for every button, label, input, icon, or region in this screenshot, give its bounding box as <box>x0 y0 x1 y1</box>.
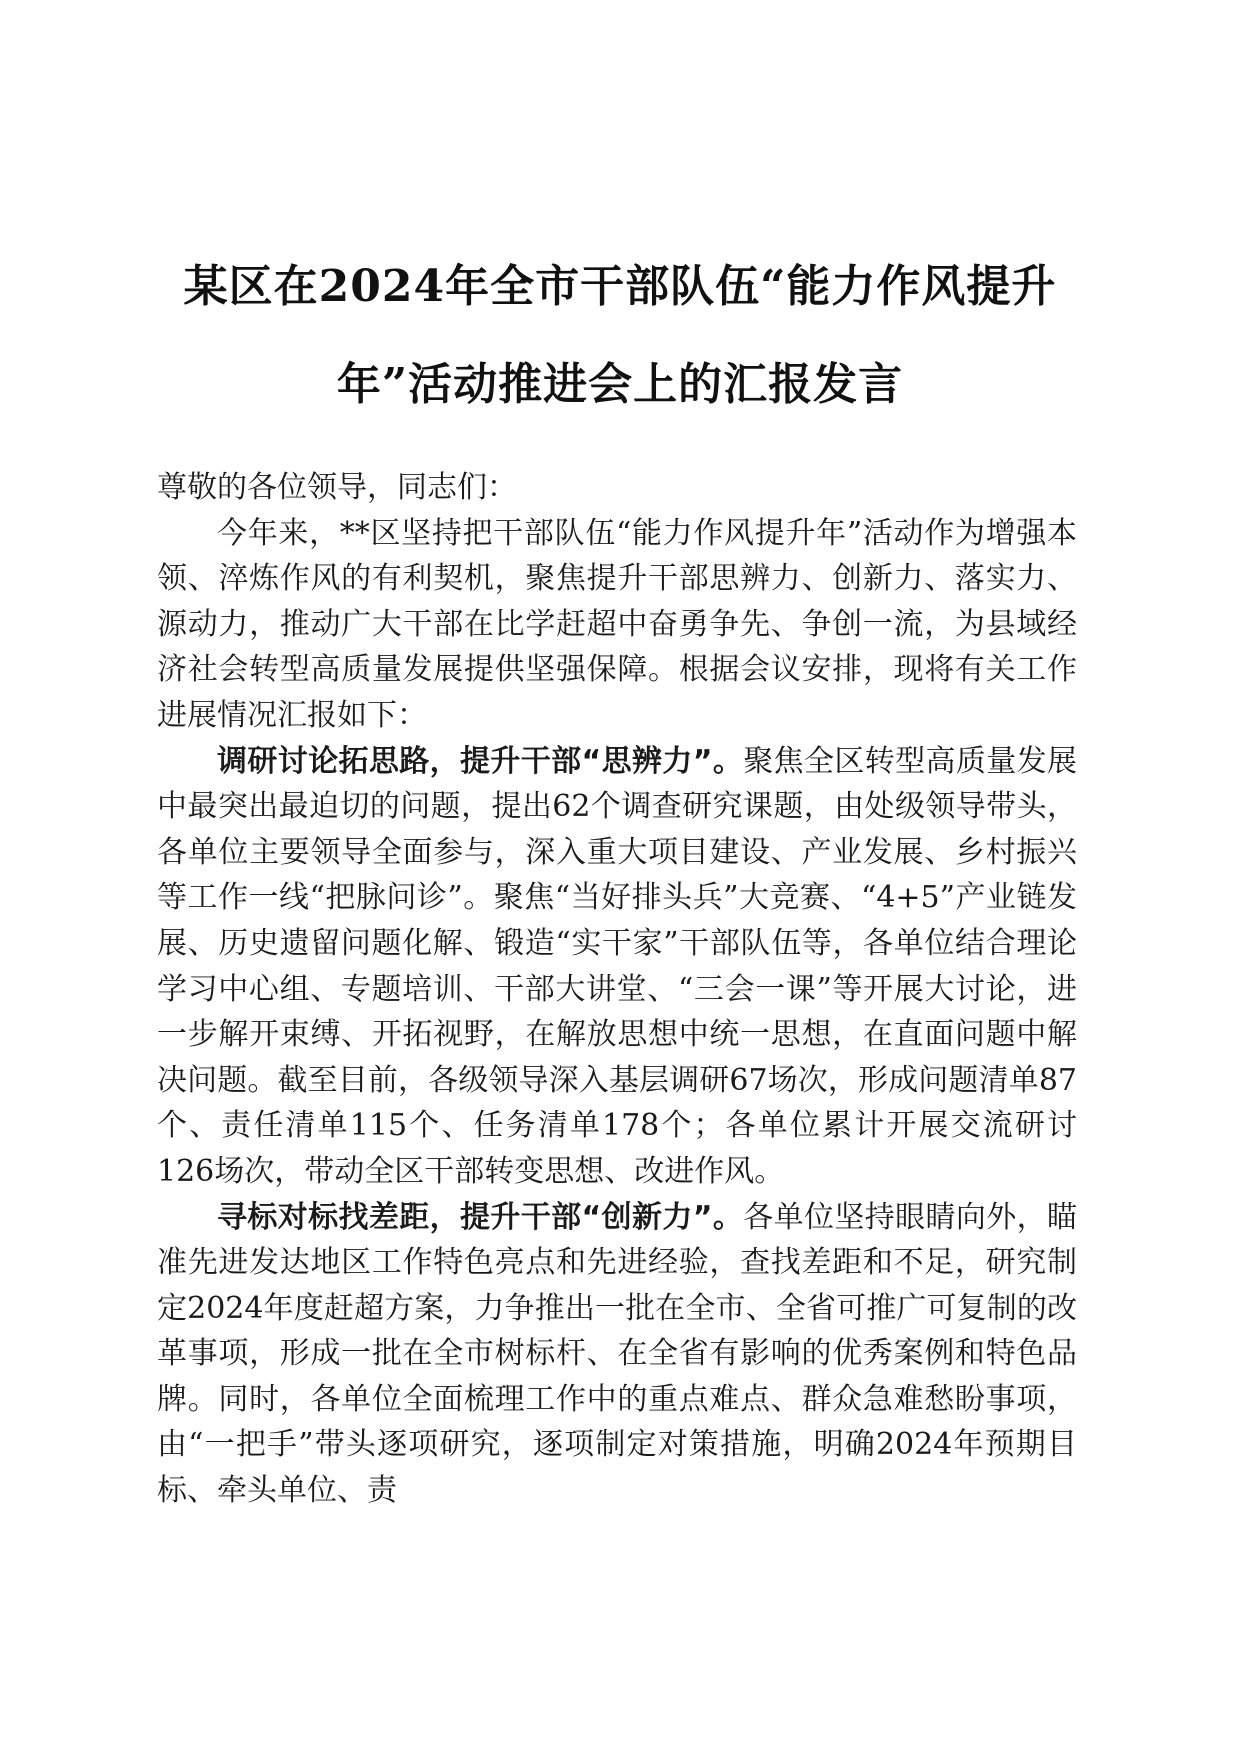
section-heading-1: 调研讨论拓思路，提升干部“思辨力”。 <box>217 743 744 779</box>
title-line-1: 某区在2024年全市干部队伍“能力作风提升 <box>183 261 1057 312</box>
section-text-2: 各单位坚持眼睛向外，瞄准先进发达地区工作特色亮点和先进经验，查找差距和不足，研究制定2024年度赶超方案，力争推出一批在全市、全省可推广可复制的改革事项，形成一批在全市树标杆、在全省有影响的优秀案例和特色品牌。同时，各单位全面梳理工作中的重点难点、群众急难愁盼事项，由“一把手”带头逐项研究，逐项制定对策措施，明确2024年预期目标、牵头单位、责 <box>157 1199 1078 1509</box>
document-title <box>150 238 1090 434</box>
title-line-2: 年”活动推进会上的汇报发言 <box>336 359 904 410</box>
section-heading-2: 寻标对标找差距，提升干部“创新力”。 <box>217 1199 744 1235</box>
section-text-1: 聚焦全区转型高质量发展中最突出最迫切的问题，提出62个调查研究课题，由处级领导带头，各单位主要领导全面参与，深入重大项目建设、产业发展、乡村振兴等工作一线“把脉问诊”。聚焦“当好排头兵”大竞赛、“4+5”产业链发展、历史遗留问题化解、锻造“实干家”干部队伍等，各单位结合理论学习中心组、专题培训、干部大讲堂、“三会一课”等开展大讨论，进一步解开束缚、开拓视野，在解放思想中统一思想，在直面问题中解决问题。截至目前，各级领导深入基层调研67场次，形成问题清单87个、责任清单115个、任务清单178个；各单位累计开展交流研讨126场次，带动全区干部转变思想、改进作风。 <box>157 743 1078 1189</box>
section-paragraph-2 <box>157 1195 1077 1514</box>
salutation: 尊敬的各位领导，同志们： <box>157 470 517 505</box>
section-paragraph-1 <box>157 739 1077 1195</box>
document-body <box>157 465 1077 1514</box>
intro-paragraph: 今年来，**区坚持把干部队伍“能力作风提升年”活动作为增强本领、淬炼作风的有利契机，聚焦提升干部思辨力、创新力、落实力、源动力，推动广大干部在比学赶超中奋勇争先、争创一流，为县域经济社会转型高质量发展提供坚强保障。根据会议安排，现将有关工作进展情况汇报如下： <box>157 515 1077 733</box>
